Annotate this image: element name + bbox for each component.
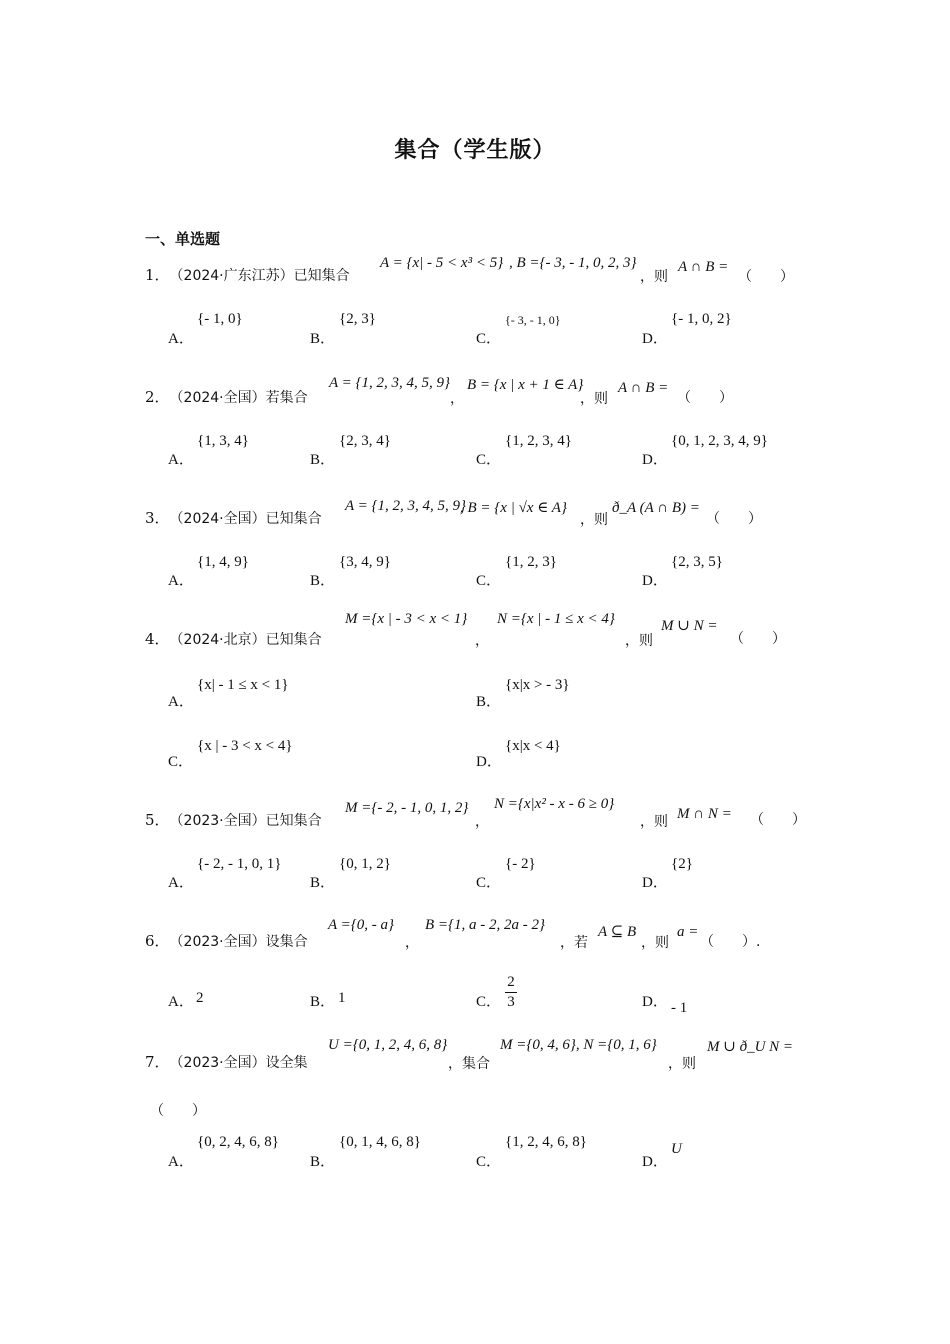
question-tail: ，则 [640,269,668,285]
set-a-expression: A = {1, 2, 3, 4, 5, 9} [345,498,467,514]
question-ask: M ∪ N = [661,618,718,634]
option-b-label: B． [476,694,502,710]
question-source: （2023·全国） [169,934,266,950]
question-source: （2023·全国） [169,813,266,829]
option-d-value: {2, 3, 5} [671,554,723,570]
option-c-value: {- 2} [505,856,536,872]
set-b-expression: , B = {x | √x ∈ A} [460,500,567,516]
question-lead: 设全集 [265,1055,308,1071]
question-lead: 已知集合 [265,813,322,829]
option-c-label: C． [476,331,502,347]
answer-parentheses: （ ） [150,1103,206,1119]
option-a-label: A． [168,573,194,589]
option-b-value: {0, 1, 4, 6, 8} [339,1134,421,1150]
option-a-label: A． [168,1154,194,1170]
question-number: 5． [145,811,170,829]
answer-parentheses: （ ）. [700,934,761,950]
option-a-label: A． [168,694,194,710]
option-c-value: {- 3, - 1, 0} [505,313,561,327]
fraction-denominator: 3 [507,994,515,1010]
question-stem [145,809,322,830]
option-d-label: D． [642,994,668,1010]
option-c-label: C． [476,452,502,468]
option-b-value: {3, 4, 9} [339,554,391,570]
section-heading: 一、单选题 [145,230,221,248]
option-a-value: {0, 2, 4, 6, 8} [197,1134,279,1150]
answer-parentheses: （ ） [706,511,762,527]
option-c-fraction [503,974,519,1011]
option-a-value: {1, 3, 4} [197,433,249,449]
answer-parentheses: （ ） [730,631,786,647]
question-tail: ，则 [580,512,608,528]
question-stem [145,507,322,528]
option-d-value: {0, 1, 2, 3, 4, 9} [671,433,768,449]
question-number: 4． [145,630,170,648]
question-source: （2024·广东江苏） [169,268,294,284]
option-a-label: A． [168,875,194,891]
set-b-expression: N ={x | - 1 ≤ x < 4} [497,611,615,627]
question-source: （2024·北京） [169,632,266,648]
option-d-value: U [671,1141,682,1157]
option-c-value: {1, 2, 4, 6, 8} [505,1134,587,1150]
option-c-label: C． [476,875,502,891]
option-b-label: B． [310,573,336,589]
option-d-value: {2} [671,856,693,872]
question-tail: ，则 [580,391,608,407]
option-d-label: D． [642,875,668,891]
option-d-label: D． [642,331,668,347]
option-c-value: {x | - 3 < x < 4} [197,738,293,754]
set-a-expression: A = {x| - 5 < x³ < 5} [380,255,504,271]
option-a-label: A． [168,331,194,347]
separator: ， [475,814,489,830]
option-b-value: {2, 3} [339,311,376,327]
set-b-expression: B = {x | x + 1 ∈ A} [467,377,584,393]
option-a-label: A． [168,452,194,468]
option-d-value: - 1 [671,1000,688,1016]
question-number: 1． [145,266,170,284]
option-a-value: 2 [196,990,204,1006]
option-c-value: {1, 2, 3} [505,554,557,570]
answer-parentheses: （ ） [738,269,794,285]
question-stem [145,386,308,407]
option-b-value: {2, 3, 4} [339,433,391,449]
set-a-expression: A = {1, 2, 3, 4, 5, 9} [329,375,451,391]
question-lead: 若集合 [265,390,308,406]
option-d-label: D． [476,754,502,770]
separator: ， [475,633,489,649]
option-d-value: {x|x < 4} [505,738,561,754]
option-d-value: {- 1, 0, 2} [671,311,732,327]
option-a-value: {x| - 1 ≤ x < 1} [197,677,289,693]
question-ask: A ∩ B = [678,259,729,275]
set-a-expression: A ={0, - a} [328,917,395,933]
question-lead: 已知集合 [265,632,322,648]
set-a-expression: U ={0, 1, 2, 4, 6, 8} [328,1037,448,1053]
question-stem [145,264,350,285]
set-a-expression: M ={- 2, - 1, 0, 1, 2} [345,800,469,816]
question-middle: ，集合 [448,1056,490,1072]
separator: ， [450,391,464,407]
question-condition: A ⊆ B [598,924,637,940]
option-b-label: B． [310,875,336,891]
question-ask: a = [677,924,699,940]
option-b-value: {x|x > - 3} [505,677,570,693]
question-ask: M ∪ ð_U N = [707,1039,794,1055]
option-c-label: C． [476,573,502,589]
question-stem [145,930,308,951]
question-source: （2023·全国） [169,1055,266,1071]
option-b-value: 1 [338,990,346,1006]
question-stem [145,628,322,649]
question-number: 3． [145,509,170,527]
option-a-value: {- 1, 0} [197,311,243,327]
option-b-label: B． [310,452,336,468]
set-b-expression: B ={1, a - 2, 2a - 2} [425,917,546,933]
question-ask: A ∩ B = [618,380,669,396]
question-tail: ，则 [668,1056,696,1072]
set-b-expression: M ={0, 4, 6}, N ={0, 1, 6} [500,1037,657,1053]
page-title: 集合（学生版） [394,138,556,163]
question-lead: 设集合 [265,934,308,950]
fraction-numerator: 2 [507,974,515,990]
option-c-label: C． [168,754,194,770]
question-source: （2024·全国） [169,511,266,527]
option-a-label: A． [168,994,194,1010]
option-c-value: {1, 2, 3, 4} [505,433,572,449]
option-a-value: {- 2, - 1, 0, 1} [197,856,282,872]
option-b-value: {0, 1, 2} [339,856,391,872]
option-b-label: B． [310,1154,336,1170]
separator: ， [405,935,419,951]
set-b-expression: N ={x|x² - x - 6 ≥ 0} [494,796,615,812]
question-tail: ，则 [625,633,653,649]
option-d-label: D． [642,573,668,589]
question-source: （2024·全国） [169,390,266,406]
option-b-label: B． [310,994,336,1010]
option-d-label: D． [642,1154,668,1170]
option-d-label: D． [642,452,668,468]
set-b-expression: , B ={- 3, - 1, 0, 2, 3} [509,255,637,271]
question-ask: M ∩ N = [677,806,732,822]
option-c-label: C． [476,1154,502,1170]
option-c-label: C． [476,994,502,1010]
answer-parentheses: （ ） [750,812,806,828]
question-stem [145,1051,308,1072]
question-lead: 已知集合 [293,268,350,284]
question-tail: ，则 [640,814,668,830]
question-number: 6． [145,932,170,950]
option-a-value: {1, 4, 9} [197,554,249,570]
option-b-label: B． [310,331,336,347]
fraction-bar [505,992,517,993]
question-ask: ð_A (A ∩ B) = [612,500,700,516]
question-tail-2: ，则 [641,935,669,951]
set-a-expression: M ={x | - 3 < x < 1} [345,611,468,627]
question-tail: ，若 [560,935,588,951]
answer-parentheses: （ ） [677,390,733,406]
question-number: 2． [145,388,170,406]
question-number: 7． [145,1053,170,1071]
question-lead: 已知集合 [265,511,322,527]
